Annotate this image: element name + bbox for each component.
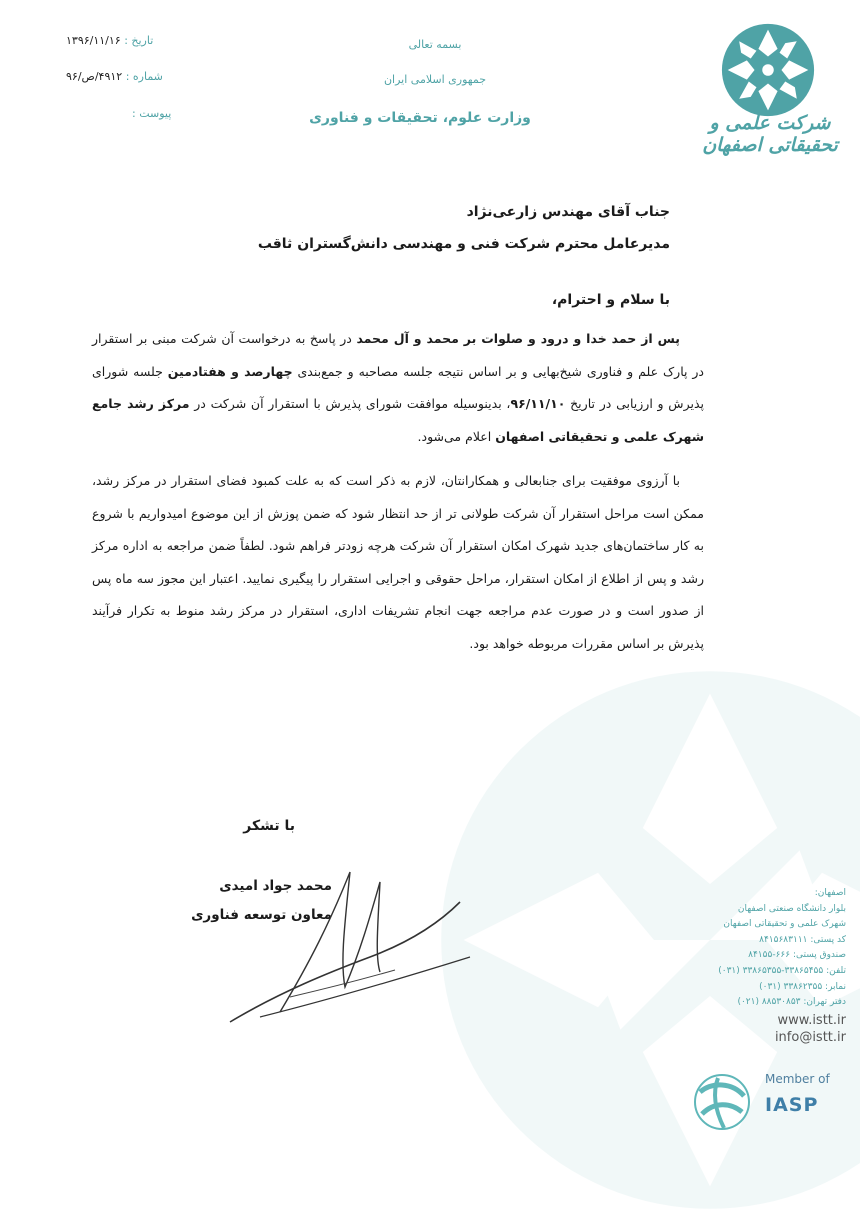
handwritten-signature (220, 862, 480, 1032)
p1-text-a: در پاسخ به درخواست آن شرکت مبنی بر استقرار در پارک علم و فناوری شیخ‌بهایی و بر اساس نتیجه جلسه مصاحبه و جمع‌بندی (92, 331, 705, 379)
number-row (66, 70, 163, 83)
p1-text-b: جلسه شورای پذیرش و ارزیابی در تاریخ (92, 363, 704, 412)
number-value: ۴۹۱۲/ص/۹۶ (66, 70, 123, 83)
greeting: با سلام و احترام، (551, 292, 670, 308)
iasp-member-of: Member of (765, 1072, 830, 1086)
attachment-row (132, 107, 171, 120)
contact-line: دفتر تهران: ۸۸۵۳۰۸۵۳ (۰۲۱) (737, 997, 846, 1008)
addressee-name: جناب آقای مهندس زارعی‌نژاد (466, 204, 670, 220)
contact-line: نمابر: ۳۳۸۶۲۳۵۵ (۰۳۱) (759, 981, 846, 992)
contact-line: صندوق پستی: ۶۶۶-۸۴۱۵۵ (748, 950, 846, 961)
date-row (66, 34, 153, 47)
contact-line: بلوار دانشگاه صنعتی اصفهان (737, 903, 846, 914)
contact-line: شهرک علمی و تحقیقاتی اصفهان (723, 919, 846, 930)
website-link[interactable]: www.istt.ir (777, 1013, 846, 1028)
signatory-title: معاون توسعه فناوری (191, 907, 332, 923)
bismillah-header: بسمه تعالی (408, 38, 462, 51)
p1-text-c: ، بدینوسیله موافقت شورای پذیرش با استقرار آن شرکت در (189, 396, 511, 412)
iasp-logo-icon (692, 1072, 752, 1132)
body-paragraph-1 (92, 323, 704, 453)
body-paragraph-2 (92, 465, 704, 661)
company-logo-icon (720, 22, 816, 118)
number-label: شماره : (125, 70, 163, 83)
republic-header: جمهوری اسلامی ایران (383, 73, 487, 86)
p1-text-d: اعلام می‌شود. (417, 428, 496, 444)
date-label: تاریخ : (124, 34, 154, 47)
p2-text: با آرزوی موفقیت برای جنابعالی و همکارانتان، لازم به ذکر است که به علت کمبود فضای استقرار در مرکز رشد، ممکن است مراحل استقرار آن شرکت طولانی تر از حد انتظار شود که ضمن پوزش از این موضوع امیدواریم با شروع به کار ساختمان‌های جدید شهرک امکان استقرار آن شرکت هرچه زودتر فراهم شود. لطفاً ضمن مراجعه به اداره مرکز رشد و پس از اطلاع از امکان استقرار، مراحل حقوقی و اجرایی استقرار را پیگیری نمایید. اعتبار این مجوز سه ماه پس از صدور است و در صورت عدم مراجعه جهت انجام تشریفات اداری، استقرار در مرکز رشد منوط به تکرار فرآیند پذیرش بر اساس مقررات مربوطه خواهد بود. (92, 473, 704, 651)
contact-line: تلفن: ۳۳۸۶۵۴۵۵-۳۳۸۶۵۳۵۵ (۰۳۱) (718, 965, 846, 976)
p1-session-number: چهارصد و هفتادمین (167, 363, 293, 379)
iasp-name: IASP (765, 1094, 819, 1116)
contact-line: اصفهان: (814, 888, 846, 898)
contact-line: کد پستی: ۸۴۱۵۶۸۳۱۱۱ (759, 934, 846, 945)
opening-praise: پس از حمد خدا و درود و صلوات بر محمد و آل محمد (356, 331, 680, 346)
date-value: ۱۳۹۶/۱۱/۱۶ (66, 34, 121, 47)
company-name-logotype: شرکت علمی و تحقیقاتی اصفهان (702, 112, 838, 156)
closing-thanks: با تشکر (243, 818, 295, 834)
contact-block (700, 886, 846, 1011)
p1-center-name: مرکز رشد جامع شهرک علمی و تحقیقاتی اصفهان (92, 396, 704, 444)
ministry-header: وزارت علوم، تحقیقات و فناوری (309, 110, 531, 126)
attachment-label: پیوست : (132, 107, 172, 120)
p1-session-date: ۹۶/۱۱/۱۰ (510, 396, 566, 412)
signatory-name: محمد جواد امیدی (219, 878, 332, 894)
addressee-title: مدیرعامل محترم شرکت فنی و مهندسی دانش‌گستران ثاقب (257, 236, 670, 252)
email-link[interactable]: info@istt.ir (774, 1030, 846, 1045)
